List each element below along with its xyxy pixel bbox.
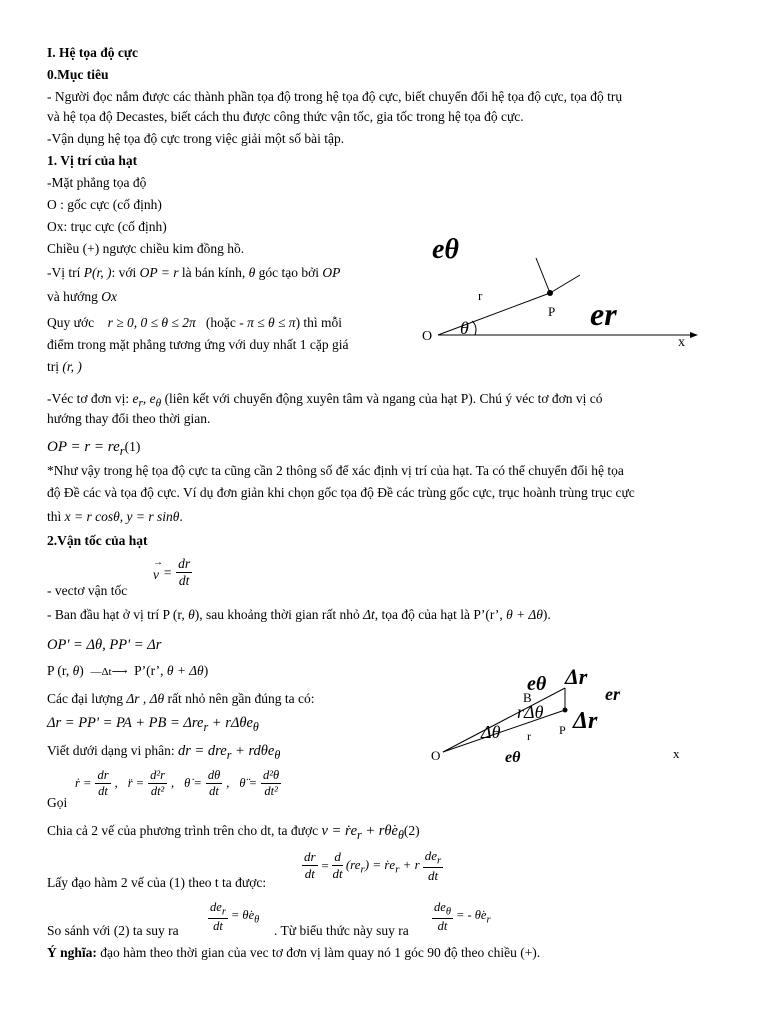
meaning-text: đạo hàm theo thời gian của vec tơ đơn vị làm quay nó 1 góc 90 độ theo chiều (+). <box>96 945 541 960</box>
x-label: x <box>678 335 685 350</box>
unit-vector-line-2: hướng thay đổi theo thời gian. <box>47 411 211 426</box>
plane-text: -Mặt phẳng tọa độ <box>47 175 147 190</box>
movement-dt: Δt <box>363 607 375 622</box>
movement-line: - Ban đầu hạt ở vị trí P (r, θ), sau khoảng thời gian rất nhỏ Δt, tọa độ của hạt là P’(r’, θ + Δθ). <box>47 607 551 622</box>
compare-text-a: So sánh với (2) ta suy ra <box>47 923 179 938</box>
objective-text-2: -Vận dụng hệ tọa độ cực trong việc giải một số bài tập. <box>47 131 345 146</box>
r-label-2: r <box>527 729 531 743</box>
b-label: B <box>523 690 532 705</box>
polar-diagram <box>420 230 710 360</box>
movement-theta-dtheta: θ + Δθ <box>506 607 543 622</box>
meaning-label: Ý nghĩa: <box>47 945 97 960</box>
velocity-numerator: dr <box>178 556 191 571</box>
movement-text-b: ), sau khoảng thời gian rất nhỏ <box>194 607 364 622</box>
equation-1 <box>47 438 140 460</box>
e-r-label-2: er <box>605 684 620 704</box>
e-theta-bottom-label: eθ <box>505 749 521 766</box>
position-math-op: OP = r <box>139 265 179 280</box>
convention-text-a: Quy ước <box>47 315 95 330</box>
unit-vector-text-a: -Véc tơ đơn vị: <box>47 391 133 406</box>
small-text-b: rất nhỏ nên gần đúng ta có: <box>164 691 315 706</box>
axis-text: Ox: trục cực (cố định) <box>47 219 167 234</box>
mapping-text-a: P (r, <box>47 663 73 678</box>
and-direction-text: và hướng <box>47 289 102 304</box>
velocity-vector-formula: → v = $\frac{dr}{dt}$ <box>153 556 191 588</box>
p-label: P <box>548 304 556 319</box>
direction-text: Chiều (+) ngược chiều kim đồng hồ. <box>47 241 245 256</box>
convention-line-3-math: (r, ) <box>62 359 82 374</box>
position-heading: 1. Vị trí của hạt <box>47 153 138 168</box>
compare-formula-1: $de_r$ dt = $\thetȧe_\theta$ <box>210 900 260 933</box>
note-line-2: độ Đề các và tọa độ cực. Ví dụ đơn giản khi chọn gốc tọa độ Đề các trùng gốc cực, trục hoành trùng trục cực <box>47 485 635 500</box>
mapping-text-c: P’(r’, <box>134 663 167 678</box>
theta-label: θ <box>460 318 469 338</box>
goi-label: Gọi <box>47 795 68 810</box>
velocity-vector-label: - vectơ vận tốc <box>47 583 128 598</box>
divide-text: Chia cả 2 vế của phương trình trên cho dt, ta được <box>47 823 322 838</box>
unit-vector-etheta: $e_\theta$ <box>149 391 162 410</box>
radius-line <box>438 293 550 335</box>
differential-line <box>47 742 280 764</box>
movement-text-c: , tọa độ của hạt là P’(r’, <box>374 607 507 622</box>
objective-text-1b: và hệ tọa độ Decastes, biết cách thu được công thức vận tốc, gia tốc trong hệ tọa độ cực. <box>47 109 524 124</box>
convention-line <box>47 314 342 332</box>
note-line-3-math: x = r cosθ, y = r sinθ <box>64 509 180 524</box>
origin-text: O : gốc cực (cố định) <box>47 197 162 212</box>
compare-text-b: . Từ biểu thức này suy ra <box>274 923 409 938</box>
differential-text: Viết dưới dạng vi phân: <box>47 743 178 758</box>
e-theta-label: eθ <box>432 234 459 265</box>
convention-line-2: điểm trong mặt phẳng tương ứng với duy nhất 1 cặp giá <box>47 337 349 352</box>
note-line-1: *Như vậy trong hệ tọa độ cực ta cũng cần 2 thông số để xác định vị trí của hạt. Ta có thể chuyển đổi hệ tọa <box>47 463 624 478</box>
delta-r-equation: Δr = PP' = PA + PB = Δre$_r$ + rΔθe$_\theta$ <box>47 715 259 734</box>
derivative-definitions: ṙ = $\frac{dr}{dt}$ , r̈ = $\frac{\text{d²r}}{\text{dt²}}$ , θ̇ = $\frac{d\theta}{dt}$ , θ̈ = $\frac{\text{d²θ}}{\text{dt²}}$ <box>75 768 280 798</box>
e-theta-vector <box>536 258 550 293</box>
position-text-b: : với <box>111 265 140 280</box>
convention-line-3 <box>47 358 82 376</box>
velocity-heading: 2.Vận tốc của hạt <box>47 533 148 548</box>
differential-math: dr = dre$_r$ + rdθe$_\theta$ <box>178 743 281 762</box>
unit-vector-er: $e_r$ <box>132 391 143 410</box>
compare-formula-2: $de_\theta$ dt = - $\thetȧe_r$ <box>434 900 491 933</box>
p-label-2: P <box>559 723 566 737</box>
x-label-2: x <box>673 746 680 761</box>
equation-1-math: OP = $r = re_r$ <box>47 439 125 458</box>
o-label-2: O <box>431 748 441 763</box>
position-text-a: -Vị trí <box>47 265 84 280</box>
movement-text-a: - Ban đầu hạt ở vị trí P (r, <box>47 607 189 622</box>
ox-math: Ox <box>101 289 117 304</box>
polar-axis-arrowhead <box>690 332 698 338</box>
convention-text-b: (hoặc <box>205 315 236 330</box>
derivative-line: Lấy đạo hàm 2 vế của (1) theo t ta được: <box>47 875 267 890</box>
velocity-denominator: dt <box>178 573 190 588</box>
small-math: Δr , Δθ <box>126 691 165 706</box>
divide-line <box>47 822 420 844</box>
position-math-p: P(r, ) <box>83 265 112 280</box>
objective-heading: 0.Mục tiêu <box>47 67 109 82</box>
radius-prime-line <box>443 688 565 752</box>
theta-arc <box>472 321 476 335</box>
equation-1-tag: (1) <box>124 439 141 454</box>
direction-ox-line <box>47 288 117 306</box>
compare-line <box>47 922 179 940</box>
divide-tag: (2) <box>403 823 420 838</box>
objective-text-1: - Người đọc nắm được các thành phần tọa độ trong hệ tọa độ cực, biết chuyển đổi hệ tọa độ cực, tọa độ trụ <box>47 89 623 104</box>
convention-text-c: ) thì mỗi <box>295 315 343 330</box>
convention-math-1: r ≥ 0, 0 ≤ θ ≤ 2π <box>107 315 196 330</box>
section-heading: I. Hệ tọa độ cực <box>47 45 138 60</box>
divide-math: v = ṙe$_r$ + $r\thetȧe_\theta$ <box>321 823 404 842</box>
convention-line-3-text: trị <box>47 359 63 374</box>
def-theta-ddot: θ̈ = <box>239 776 258 790</box>
delta-r-label: Δr <box>573 708 598 734</box>
point-p-2 <box>563 708 568 713</box>
meaning-line <box>47 944 540 962</box>
r-label: r <box>478 288 483 303</box>
def-theta-dot: θ̇ = <box>184 776 202 790</box>
r-delta-theta-label: rΔθ <box>517 702 544 722</box>
unit-vector-text-b: (liên kết với chuyển động xuyên tâm và ngang của hạt P). Chú ý véc tơ đơn vị có <box>161 391 603 406</box>
convention-math-2: - π ≤ θ ≤ π <box>239 315 296 330</box>
derivative-formula: $\frac{dr}{dt}$ = $\frac{d}{dt}$ $(re_r)$ = ṙe$_r$ + r $de_r$ dt <box>304 848 442 883</box>
radius-line-2 <box>443 710 565 752</box>
small-text-a: Các đại lượng <box>47 691 127 706</box>
def-r-dot: ṙ = <box>75 776 92 790</box>
e-theta-top-label: eθ <box>527 673 547 695</box>
def-r-ddot: r̈ = <box>127 776 145 790</box>
small-quantities-line <box>47 690 315 708</box>
delta-theta-label: Δθ <box>481 722 501 742</box>
note-line-3: thì x = r cosθ, y = r sinθ. <box>47 509 183 524</box>
delta-r-top-label: Δr <box>565 664 588 689</box>
mapping-line: P (r, θ) —Δt⟶ P’(r’, θ + Δθ) <box>47 663 209 678</box>
position-math-op2: OP <box>322 265 341 280</box>
note-line-3-text: thì <box>47 509 65 524</box>
unit-vector-line: -Véc tơ đơn vị: $e_r$, $e_\theta$ (liên kết với chuyển động xuyên tâm và ngang của hạt P). Chú ý véc tơ đơn vị có <box>47 391 603 410</box>
mapping-arrow: —Δt⟶ <box>90 666 128 678</box>
o-label: O <box>422 329 433 344</box>
position-math-theta: θ <box>248 265 256 280</box>
e-r-vector <box>550 275 580 293</box>
displacement-diagram <box>425 660 695 770</box>
position-text-c: là bán kính, <box>178 265 249 280</box>
position-text-d: góc tạo bởi <box>255 265 323 280</box>
e-r-label: er <box>590 296 617 332</box>
position-definition <box>47 264 340 282</box>
op-equation: OP' = Δθ, PP' = Δr <box>47 637 162 653</box>
velocity-v: v <box>153 567 159 582</box>
